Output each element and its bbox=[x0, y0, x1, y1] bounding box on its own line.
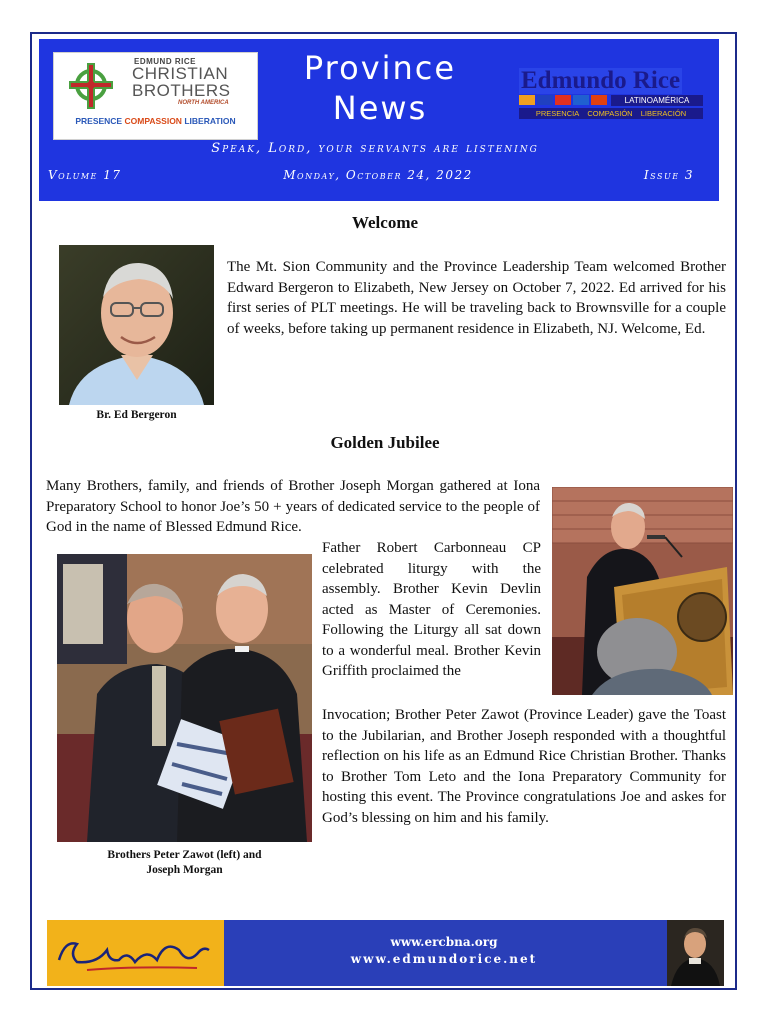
er-color-bars bbox=[519, 95, 609, 105]
jubilee-wide-text: Invocation; Brother Peter Zawot (Province Leader) gave the Toast to the Jubilarian, and Brother Joseph responded with a thoughtful reflection on his life as an Edmund Rice Christian Brother. Thanks to Brother Tom Leto and the Iona Preparatory Community for hosting this event. The Province congratulations Joe and askes for God’s blessing on him and his family. bbox=[322, 707, 726, 826]
issue-date: Monday, October 24, 2022 bbox=[283, 168, 473, 182]
edmund-rice-portrait bbox=[667, 920, 724, 986]
portrait-image bbox=[59, 245, 214, 405]
link-ercbna[interactable]: www.ercbna.org bbox=[390, 935, 498, 949]
zawot-morgan-caption: Brothers Peter Zawot (left) and Joseph Morgan bbox=[107, 849, 262, 876]
jubilee-heading: Golden Jubilee bbox=[330, 433, 440, 452]
volume-label: Volume 17 bbox=[48, 168, 122, 182]
footer-bar bbox=[47, 920, 724, 986]
motto: Speak, Lord, your servants are listening bbox=[211, 141, 539, 156]
group-photo-image bbox=[57, 554, 312, 842]
edmundo-rice-logo bbox=[519, 68, 703, 120]
welcome-body: The Mt. Sion Community and the Province Leadership Team welcomed Brother Edward Bergeron to Elizabeth, New Jersey on October 7, 2022. Ed arrived for his first series of PLT meetings. He will be traveling back to Brownsville for a couple of weeks, before taking up permanent residence in Elizabeth, NJ. Welcome, Ed. bbox=[227, 259, 726, 337]
er-name: Edmundo Rice bbox=[521, 67, 681, 94]
portrait-icon bbox=[667, 920, 724, 986]
christian-brothers-logo bbox=[53, 52, 258, 140]
newsletter-title: Province News bbox=[303, 49, 457, 127]
link-edmundorice[interactable]: www.edmundorice.net bbox=[350, 952, 538, 966]
org-tagline: PRESENCE COMPASSION LIBERATION bbox=[75, 116, 236, 126]
liturgy-image bbox=[552, 487, 733, 695]
welcome-heading: Welcome bbox=[351, 213, 419, 232]
edmund-rice-signature bbox=[47, 920, 224, 986]
liturgy-photo bbox=[552, 487, 733, 695]
footer-links bbox=[224, 934, 664, 968]
org-region: NORTH AMERICA bbox=[178, 100, 229, 106]
zawot-morgan-photo bbox=[57, 554, 312, 842]
er-tagline: PRESENCIA COMPASIÓN LIBERACIÓN bbox=[519, 108, 703, 119]
issue-label: Issue 3 bbox=[643, 168, 694, 182]
signature-icon bbox=[47, 920, 224, 986]
ed-bergeron-caption: Br. Ed Bergeron bbox=[96, 409, 177, 421]
celtic-cross-icon bbox=[66, 61, 116, 111]
jubilee-column-text: Father Robert Carbonneau CP celebrated liturgy with the assembly. Brother Kevin Devlin acted as Master of Ceremonies. Following the Liturgy all sat down to a wonderful meal. Brother Kevin Griffith proclaimed the bbox=[322, 540, 541, 679]
org-name: CHRISTIAN BROTHERS bbox=[132, 64, 231, 100]
ed-bergeron-photo bbox=[59, 245, 214, 405]
org-subtitle: EDMUND RICE bbox=[134, 57, 196, 66]
jubilee-intro: Many Brothers, family, and friends of Brother Joseph Morgan gathered at Iona Preparatory School to honor Joe’s 50 + years of dedicated service to the people of God in the name of Blessed Edmund Rice. bbox=[46, 478, 540, 535]
er-region: LATINOAMÉRICA bbox=[611, 95, 703, 106]
